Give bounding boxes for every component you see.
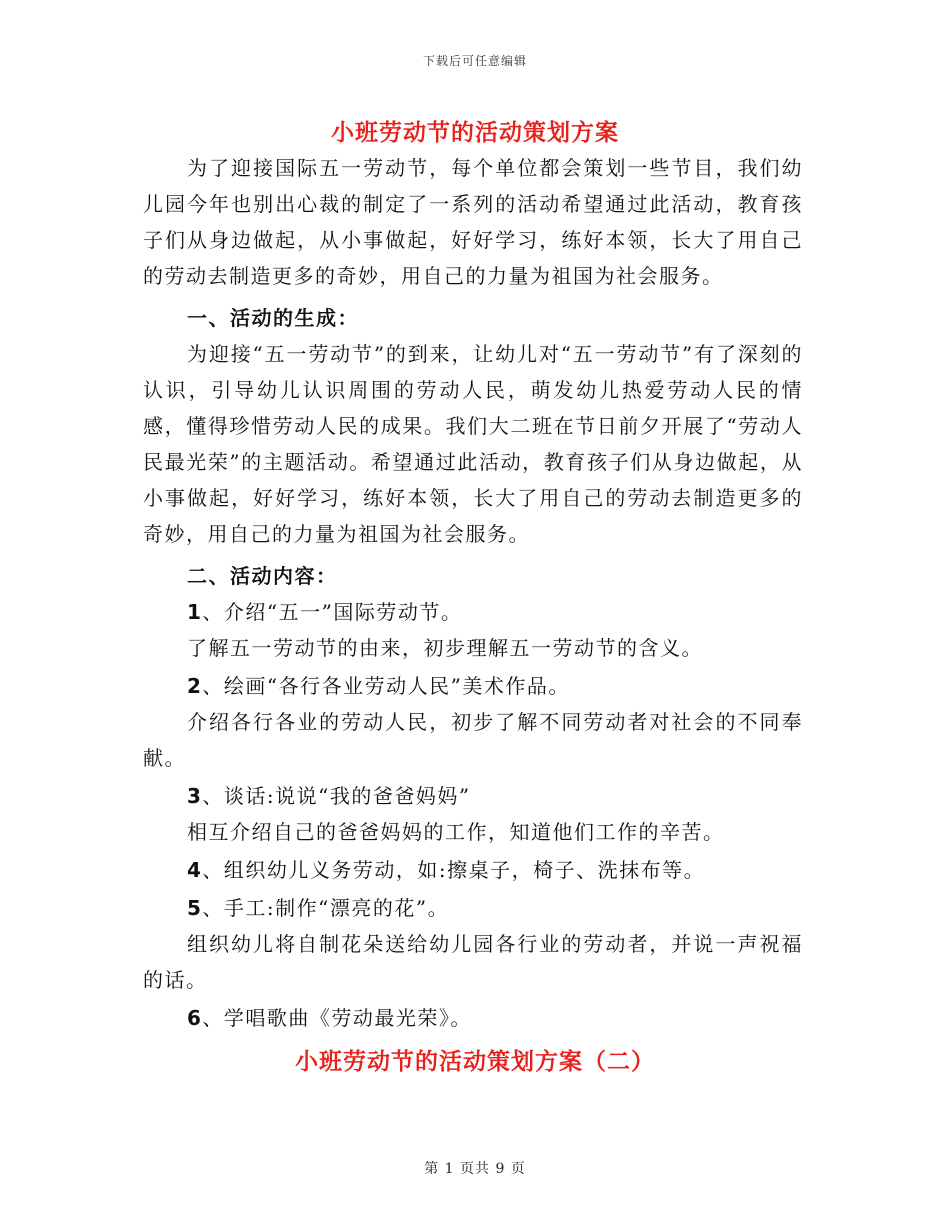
intro-paragraph: 为了迎接国际五一劳动节，每个单位都会策划一些节目，我们幼儿园今年也别出心裁的制定了一系列的活动希望通过此活动，教育孩子们从身边做起，从小事做起，好好学习，练好本领，长大了用自己的劳动去制造更多的奇妙，用自己的力量为祖国为社会服务。 — [143, 156, 803, 288]
activity-item-number: 6 — [187, 1006, 203, 1030]
document-body — [143, 150, 803, 1036]
activity-item-title — [143, 594, 803, 630]
activity-item-number: 4 — [187, 858, 203, 882]
activity-item-number: 1 — [187, 600, 203, 624]
activity-item-title — [143, 852, 803, 888]
activity-item-description: 组织幼儿将自制花朵送给幼儿园各行业的劳动者，并说一声祝福的话。 — [143, 932, 803, 992]
activity-item-text: 、组织幼儿义务劳动，如:擦桌子，椅子、洗抹布等。 — [202, 858, 706, 882]
section-body-generation: 为迎接“五一劳动节”的到来，让幼儿对“五一劳动节”有了深刻的认识，引导幼儿认识周围的劳动人民，萌发幼儿热爱劳动人民的情感，懂得珍惜劳动人民的成果。我们大二班在节日前夕开展了“劳动人民最光荣”的主题活动。希望通过此活动，教育孩子们从身边做起，从小事做起，好好学习，练好本领，长大了用自己的劳动去制造更多的奇妙，用自己的力量为祖国为社会服务。 — [143, 342, 803, 546]
activity-item-text: 、绘画“各行各业劳动人民”美术作品。 — [202, 674, 570, 698]
section-heading-content: 二、活动内容： — [187, 564, 338, 588]
page-footer: 第 1 页共 9 页 — [424, 1161, 526, 1177]
activity-item-text: 、介绍“五一”国际劳动节。 — [202, 600, 463, 624]
activity-item-text: 、学唱歌曲《劳动最光荣》。 — [202, 1006, 472, 1030]
activity-item-title — [143, 668, 803, 704]
activity-item-title — [143, 778, 803, 814]
activity-item-text: 、手工:制作“漂亮的花”。 — [202, 896, 450, 920]
activity-item-number: 2 — [187, 674, 203, 698]
activity-item-number: 5 — [187, 896, 203, 920]
activity-item-description: 了解五一劳动节的由来，初步理解五一劳动节的含义。 — [187, 636, 703, 660]
next-section-title: 小班劳动节的活动策划方案（二） — [295, 1048, 655, 1075]
activity-item-number: 3 — [187, 784, 203, 808]
activity-item-title — [143, 890, 803, 926]
activity-item-text: 、谈话:说说“我的爸爸妈妈” — [202, 784, 471, 808]
activity-item-description: 介绍各行各业的劳动人民，初步了解不同劳动者对社会的不同奉献。 — [143, 710, 803, 770]
activity-item-title — [143, 1000, 803, 1036]
activity-item-description: 相互介绍自己的爸爸妈妈的工作，知道他们工作的辛苦。 — [187, 820, 725, 844]
header-note: 下载后可任意编辑 — [422, 54, 527, 68]
document-title: 小班劳动节的活动策划方案 — [331, 119, 619, 146]
section-heading-generation: 一、活动的生成： — [187, 306, 359, 330]
